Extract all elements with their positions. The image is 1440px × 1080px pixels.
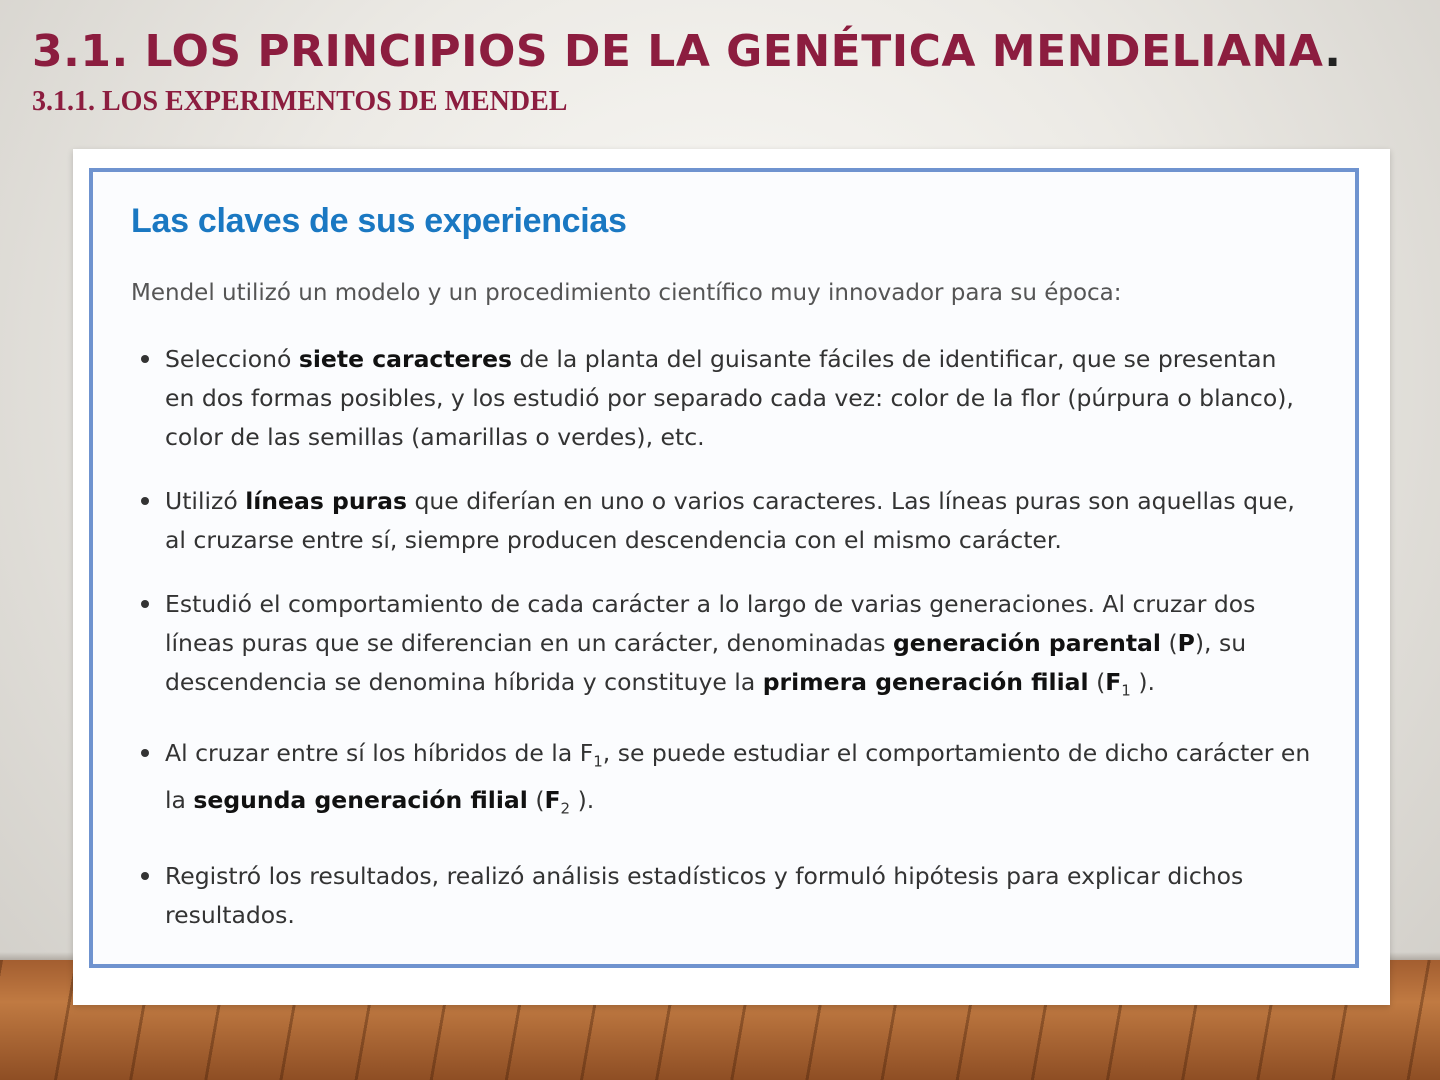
item-text: Estudió el comportamiento de cada carácter a lo largo de varias generaciones. Al cruzar dos líneas puras que se diferencian en un carácter, denominadas <box>165 590 1256 657</box>
item-bold: F <box>1105 668 1122 696</box>
slide-title-period: . <box>1324 26 1342 77</box>
item-text: ( <box>1088 668 1106 696</box>
box-title: Las claves de sus experiencias <box>131 202 627 240</box>
item-bold: F <box>544 786 561 814</box>
slide-title-text: 3.1. LOS PRINCIPIOS DE LA GENÉTICA MENDELIANA <box>32 26 1325 77</box>
slide-title <box>32 26 1341 77</box>
item-bold: P <box>1177 629 1195 657</box>
bullet-dot <box>141 749 149 757</box>
list-item <box>141 340 1311 457</box>
item-text: ), su descendencia se denomina híbrida y constituye la <box>165 629 1247 696</box>
item-bold: segunda generación filial <box>193 786 528 814</box>
list-item <box>141 482 1311 560</box>
item-subscript: 1 <box>593 752 603 771</box>
item-text: , se puede estudiar el comportamiento de dicho carácter en la <box>165 739 1311 814</box>
item-text: que diferían en uno o varios caracteres. Las líneas puras son aquellas que, al cruzarse entre sí, siempre producen descendencia con el mismo carácter. <box>165 487 1295 554</box>
slide-subtitle: 3.1.1. LOS EXPERIMENTOS DE MENDEL <box>32 86 568 117</box>
item-text: Seleccionó <box>165 345 299 373</box>
item-text: Al cruzar entre sí los híbridos de la F <box>165 739 594 767</box>
bullet-dot <box>141 872 149 880</box>
list-item <box>141 857 1311 935</box>
item-text: ( <box>527 786 545 814</box>
item-subscript: 1 <box>1121 681 1131 700</box>
list-item <box>141 585 1311 702</box>
intro-text: Mendel utilizó un modelo y un procedimiento científico muy innovador para su época: <box>131 280 1122 306</box>
bullet-dot <box>141 497 149 505</box>
item-bold: primera generación filial <box>762 668 1089 696</box>
item-bold: líneas puras <box>245 487 407 515</box>
bullet-list <box>93 172 1355 964</box>
item-text: ( <box>1160 629 1178 657</box>
item-text: ). <box>1130 668 1155 696</box>
item-text: de la planta del guisante fáciles de identificar, que se presentan en dos formas posibles, y los estudió por separado cada vez: color de la flor (púrpura o blanco), color de las semillas (amarillas o verdes), etc. <box>165 345 1294 451</box>
content-panel <box>73 149 1390 1005</box>
item-bold: generación parental <box>892 629 1161 657</box>
list-item <box>141 730 1311 824</box>
item-subscript: 2 <box>560 799 571 818</box>
content-frame <box>89 168 1359 968</box>
bullet-dot <box>141 355 149 363</box>
bullet-dot <box>141 600 149 608</box>
item-text: Utilizó <box>165 487 246 515</box>
item-text: Registró los resultados, realizó análisis estadísticos y formuló hipótesis para explicar dichos resultados. <box>165 862 1244 929</box>
item-text: ). <box>570 786 595 814</box>
item-bold: siete caracteres <box>298 345 513 373</box>
